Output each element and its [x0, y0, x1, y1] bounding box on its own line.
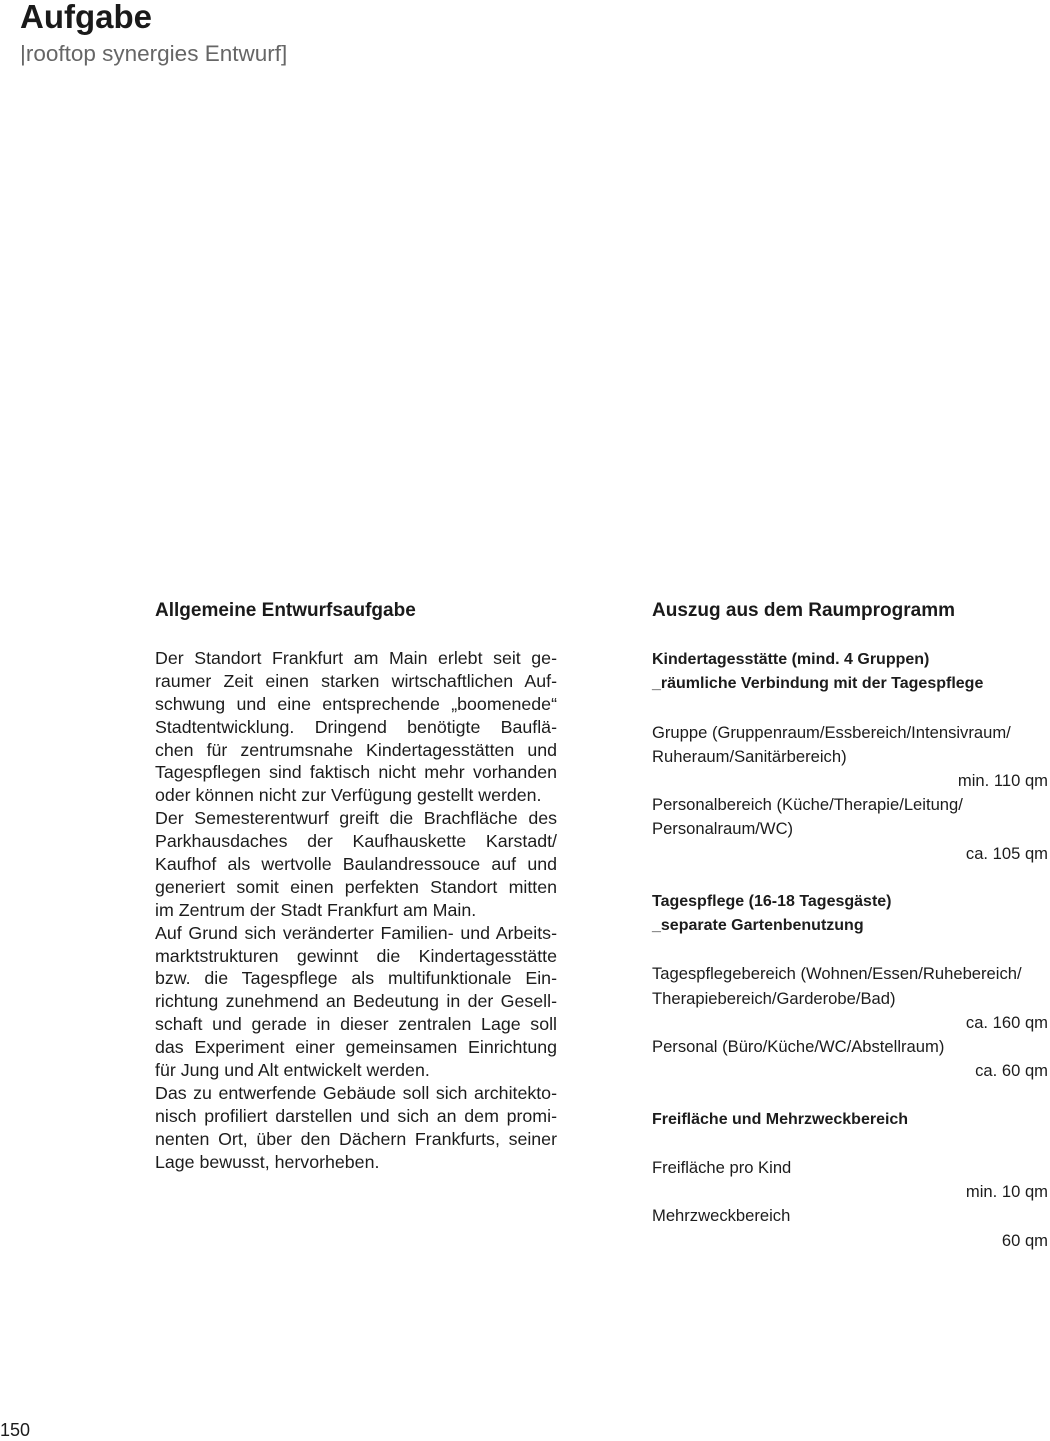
program-item-area: ca. 160 qm	[965, 1012, 1048, 1032]
program-section-title: Tagespflege (16-18 Tagesgäste)	[652, 892, 892, 910]
paragraph-line: Auf Grund sich veränderter Familien- und Arbeits-	[155, 922, 557, 943]
spacer	[652, 1083, 1048, 1107]
program-item-area: ca. 105 qm	[965, 843, 1048, 863]
paragraph-line: im Zentrum der Stadt Frankfurt am Main.	[155, 899, 477, 920]
paragraph-line: oder können nicht zur Verfügung gestellt werden.	[155, 785, 542, 806]
paragraph-line: generiert somit einen perfekten Standort mitten	[155, 876, 557, 897]
program-section-title: Freifläche und Mehrzweckbereich	[652, 1110, 909, 1128]
paragraph-line: nisch profiliert darstellen und sich an dem promi-	[155, 1105, 557, 1126]
section-heading-entwurfsaufgabe: Allgemeine Entwurfsaufgabe	[155, 600, 416, 621]
program-item-label: Therapiebereich/Garderobe/Bad)	[652, 988, 896, 1008]
program-item-label: Freifläche pro Kind	[652, 1157, 792, 1177]
page-title: Aufgabe	[20, 0, 152, 35]
paragraph-line: schaft und gerade in dieser zentralen Lage soll	[155, 1014, 557, 1035]
program-item-label: Ruheraum/Sanitärbereich)	[652, 746, 847, 766]
paragraph-line: Tagespflegen sind faktisch nicht mehr vorhanden	[155, 762, 557, 783]
program-section-title: Kindertagesstätte (mind. 4 Gruppen)	[652, 651, 930, 668]
program-section-title: _räumliche Verbindung mit der Tagespflege	[652, 675, 984, 693]
section-heading-raumprogramm: Auszug aus dem Raumprogramm	[652, 600, 955, 621]
paragraph-line: richtung zunehmend an Bedeutung in der Gesell-	[155, 991, 557, 1012]
program-item-area: ca. 60 qm	[975, 1061, 1048, 1081]
paragraph-line: für Jung und Alt entwickelt werden.	[155, 1060, 430, 1081]
paragraph-line: Parkhausdaches der Kaufhauskette Karstadt/	[155, 831, 557, 852]
paragraph-line: das Experiment einer gemeinsamen Einrichtung	[155, 1037, 557, 1058]
entwurfsaufgabe-text	[155, 647, 557, 1173]
paragraph-line: Kaufhof als wertvolle Baulandressouce auf und	[155, 854, 557, 875]
program-item-label: Tagespflegebereich (Wohnen/Essen/Ruhebereich/	[652, 964, 1022, 984]
program-item-area: min. 110 qm	[957, 770, 1048, 790]
spacer	[652, 1132, 1048, 1156]
paragraph-line: chen für zentrumsnahe Kindertagesstätten und	[155, 739, 557, 760]
paragraph-line: schwung und eine entsprechende „boomenede“	[155, 693, 557, 714]
paragraph-line: marktstrukturen gewinnt die Kindertagesstätte	[155, 945, 557, 966]
paragraph-line: Der Semesterentwurf greift die Brachfläche des	[155, 808, 557, 829]
paragraph-line: Stadtentwicklung. Dringend benötigte Bauflä-	[155, 716, 557, 737]
spacer	[652, 866, 1048, 890]
page-number: 150	[0, 1420, 31, 1440]
program-item-label: Personalbereich (Küche/Therapie/Leitung/	[652, 795, 963, 815]
paragraph-line: nenten Ort, über den Dächern Frankfurts, seiner	[155, 1128, 557, 1149]
paragraph-line: Lage bewusst, hervorheben.	[155, 1151, 380, 1172]
paragraph-line: Das zu entwerfende Gebäude soll sich architekto-	[155, 1082, 557, 1103]
program-item-area: 60 qm	[1001, 1230, 1048, 1250]
program-item-area: min. 10 qm	[965, 1182, 1048, 1202]
program-item-label: Gruppe (Gruppenraum/Essbereich/Intensivraum/	[652, 722, 1011, 742]
paragraph-line: raumer Zeit einen starken wirtschaftlichen Auf-	[155, 670, 557, 691]
raumprogramm-list	[652, 648, 1048, 1253]
program-item-label: Personal (Büro/Küche/WC/Abstellraum)	[652, 1037, 945, 1056]
program-item-label: Mehrzweckbereich	[652, 1206, 791, 1226]
paragraph-line: bzw. die Tagespflege als multifunktionale Ein-	[155, 968, 557, 989]
page-subtitle: |rooftop synergies Entwurf]	[20, 41, 288, 66]
paragraph-line: Der Standort Frankfurt am Main erlebt seit ge-	[155, 648, 557, 668]
program-item-label: Personalraum/WC)	[652, 819, 794, 839]
spacer	[652, 938, 1048, 962]
program-section-title: _separate Gartenbenutzung	[652, 917, 864, 935]
spacer	[652, 696, 1048, 720]
